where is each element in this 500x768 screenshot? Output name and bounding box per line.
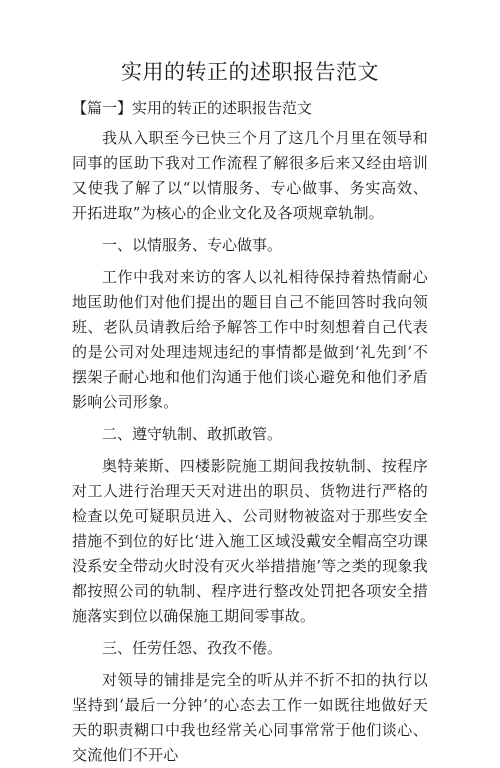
body-paragraph: 我从入职至今已快三个月了这几个月里在领导和同事的匡助下我对工作流程了解很多后来又经由培训又使我了解了以“以情服务、专心做事、务实高效、开拓进取”为核心的企业文化及各项规章轨制。 xyxy=(72,129,428,222)
body-paragraph: 对领导的铺排是完全的听从并不折不扣的执行以坚持到‘最后一分钟’的心态去工作一如既往地做好天天的职责糊口中我也经常关心同事常常于他们谈心、交流他们不开心 xyxy=(72,671,428,764)
body-paragraph: 工作中我对来访的客人以礼相待保持着热情耐心地匡助他们对他们提出的题目自己不能回答时我向领班、老队员请教后给予解答工作中时刻想着自己代表的是公司对处理违规违纪的事情都是做到‘礼先到’不摆架子耐心地和他们沟通于他们谈心避免和他们矛盾影响公司形象。 xyxy=(72,268,428,411)
document-title: 实用的转正的述职报告范文 xyxy=(121,60,379,84)
section-heading: 【篇一】实用的转正的述职报告范文 xyxy=(72,99,313,117)
body-paragraph: 奥特莱斯、四楼影院施工期间我按轨制、按程序对工人进行治理天天对进出的职员、货物进行严格的检查以免可疑职员进入、公司财物被盗对于那些安全措施不到位的好比‘进入施工区域没戴安全帽高空功课没系安全带动火时没有灭火举措措施’等之类的现象我都按照公司的轨制、程序进行整改处罚把各项安全措施落实到位以确保施工期间零事故。 xyxy=(72,457,428,625)
document-body xyxy=(72,126,428,768)
subsection-heading: 一、以情服务、专心做事。 xyxy=(102,236,283,254)
subsection-heading: 二、遵守轨制、敢抓敢管。 xyxy=(102,425,283,443)
subsection-heading: 三、任劳任怨、孜孜不倦。 xyxy=(102,639,283,657)
